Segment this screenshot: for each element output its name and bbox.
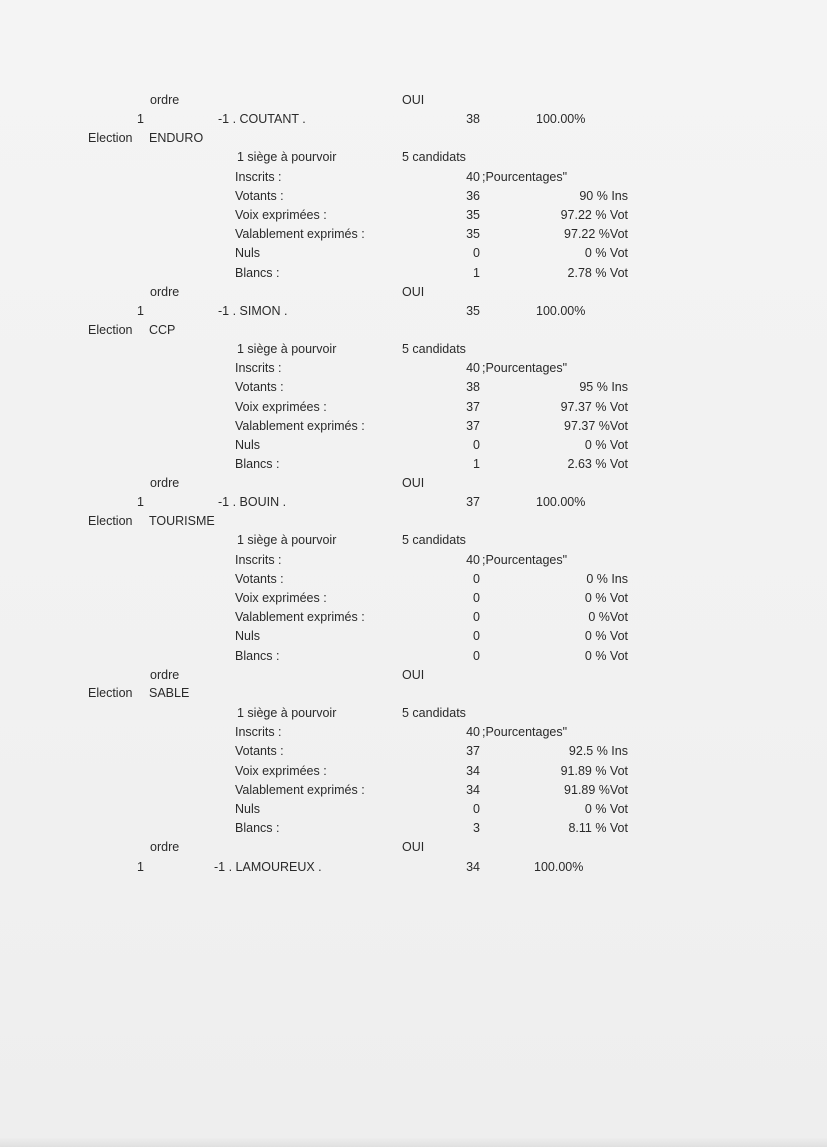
election-label: Election [88, 686, 133, 700]
stat-row [0, 417, 827, 436]
stat-label: Nuls [235, 629, 261, 643]
seats-row [0, 531, 827, 550]
stat-percent: 97.22 % Vot [560, 208, 628, 222]
stat-percent: 0 % Ins [586, 572, 628, 586]
stat-value: 40 [466, 725, 480, 739]
stat-row [0, 627, 827, 646]
stat-label: Nuls [235, 438, 261, 452]
stat-value: 40 [466, 361, 480, 375]
stat-row [0, 762, 827, 781]
stat-label: Inscrits : [235, 170, 282, 184]
candidates-count: 5 candidats [402, 342, 466, 356]
ordre-header-row [0, 474, 827, 493]
stat-label: Inscrits : [235, 553, 282, 567]
ordre-label: ordre [150, 668, 180, 682]
seats-row [0, 148, 827, 167]
stat-percent: 0 % Vot [584, 629, 628, 643]
stat-label: Votants : [235, 380, 284, 394]
stat-value: 34 [466, 783, 480, 797]
result-percent: 100.00% [536, 112, 586, 126]
stat-row [0, 781, 827, 800]
result-row [0, 110, 827, 129]
stat-row [0, 359, 827, 378]
stat-label: Voix exprimées : [235, 208, 327, 222]
stat-value: 0 [473, 246, 480, 260]
stat-value: 0 [473, 629, 480, 643]
stat-value: 40 [466, 170, 480, 184]
stat-row [0, 608, 827, 627]
result-rank: 1 [137, 304, 144, 318]
stat-percent: 90 % Ins [579, 189, 628, 203]
election-title-row [0, 321, 827, 340]
stat-label: Votants : [235, 572, 284, 586]
stat-value: 40 [466, 553, 480, 567]
stat-row [0, 589, 827, 608]
stat-label: Voix exprimées : [235, 400, 327, 414]
election-label: Election [88, 514, 133, 528]
stat-percent: 0 % Vot [584, 802, 628, 816]
result-row [0, 858, 827, 877]
stat-label: Blancs : [235, 266, 280, 280]
ordre-header-row [0, 283, 827, 302]
result-votes: 37 [466, 495, 480, 509]
seats-text: 1 siège à pourvoir [237, 533, 337, 547]
result-candidate: -1 . BOUIN . [218, 495, 287, 509]
stat-percent: 91.89 %Vot [564, 783, 628, 797]
stat-percent: 0 %Vot [588, 610, 628, 624]
result-row [0, 302, 827, 321]
stat-percent: 97.22 %Vot [564, 227, 628, 241]
result-rank: 1 [137, 860, 144, 874]
stat-percent: 0 % Vot [584, 438, 628, 452]
stat-value: 1 [473, 457, 480, 471]
stat-value: 3 [473, 821, 480, 835]
election-label: Election [88, 131, 133, 145]
stat-label: Voix exprimées : [235, 764, 327, 778]
stat-label: Blancs : [235, 649, 280, 663]
stat-percent: 91.89 % Vot [560, 764, 628, 778]
stat-row [0, 800, 827, 819]
result-percent: 100.00% [534, 860, 584, 874]
oui-label: OUI [402, 476, 425, 490]
stat-value: 1 [473, 266, 480, 280]
stat-value: 0 [473, 610, 480, 624]
candidates-count: 5 candidats [402, 150, 466, 164]
ordre-header-row [0, 666, 827, 685]
stat-label: Blancs : [235, 457, 280, 471]
ordre-header-row [0, 838, 827, 857]
stat-row [0, 168, 827, 187]
stat-percent: ;Pourcentages" [482, 553, 568, 567]
stat-value: 35 [466, 227, 480, 241]
stat-value: 37 [466, 419, 480, 433]
oui-label: OUI [402, 840, 425, 854]
stat-row [0, 819, 827, 838]
ordre-label: ordre [150, 93, 180, 107]
stat-row [0, 264, 827, 283]
stat-percent: 97.37 % Vot [560, 400, 628, 414]
result-percent: 100.00% [536, 495, 586, 509]
result-candidate: -1 . LAMOUREUX . [214, 860, 322, 874]
seats-text: 1 siège à pourvoir [237, 706, 337, 720]
seats-text: 1 siège à pourvoir [237, 342, 337, 356]
stat-label: Nuls [235, 802, 261, 816]
ordre-label: ordre [150, 840, 180, 854]
stat-label: Inscrits : [235, 361, 282, 375]
stat-row [0, 206, 827, 225]
stat-value: 0 [473, 591, 480, 605]
stat-percent: ;Pourcentages" [482, 170, 568, 184]
stat-value: 37 [466, 400, 480, 414]
stat-value: 37 [466, 744, 480, 758]
stat-label: Votants : [235, 744, 284, 758]
ordre-label: ordre [150, 285, 180, 299]
stat-row [0, 244, 827, 263]
stat-value: 36 [466, 189, 480, 203]
stat-row [0, 570, 827, 589]
stat-label: Inscrits : [235, 725, 282, 739]
election-title-row [0, 129, 827, 148]
result-candidate: -1 . COUTANT . [218, 112, 306, 126]
seats-row [0, 704, 827, 723]
stat-row [0, 723, 827, 742]
stat-percent: 0 % Vot [584, 591, 628, 605]
stat-percent: 0 % Vot [584, 649, 628, 663]
result-row [0, 493, 827, 512]
result-rank: 1 [137, 112, 144, 126]
stat-row [0, 378, 827, 397]
stat-label: Valablement exprimés : [235, 783, 365, 797]
stat-label: Votants : [235, 189, 284, 203]
stat-percent: ;Pourcentages" [482, 725, 568, 739]
stat-percent: 97.37 %Vot [564, 419, 628, 433]
stat-percent: 92.5 % Ins [568, 744, 628, 758]
stat-label: Valablement exprimés : [235, 419, 365, 433]
election-title-row [0, 684, 827, 703]
candidates-count: 5 candidats [402, 706, 466, 720]
election-title-row [0, 512, 827, 531]
election-label: Election [88, 323, 133, 337]
stat-row [0, 551, 827, 570]
result-rank: 1 [137, 495, 144, 509]
seats-text: 1 siège à pourvoir [237, 150, 337, 164]
stat-value: 0 [473, 649, 480, 663]
candidates-count: 5 candidats [402, 533, 466, 547]
stat-value: 34 [466, 764, 480, 778]
stat-percent: 8.11 % Vot [568, 821, 628, 835]
stat-label: Nuls [235, 246, 261, 260]
result-votes: 34 [466, 860, 480, 874]
ordre-label: ordre [150, 476, 180, 490]
stat-value: 0 [473, 438, 480, 452]
oui-label: OUI [402, 285, 425, 299]
stat-value: 38 [466, 380, 480, 394]
stat-label: Blancs : [235, 821, 280, 835]
result-percent: 100.00% [536, 304, 586, 318]
result-candidate: -1 . SIMON . [218, 304, 288, 318]
stat-label: Voix exprimées : [235, 591, 327, 605]
election-name: CCP [149, 323, 176, 337]
seats-row [0, 340, 827, 359]
stat-value: 35 [466, 208, 480, 222]
election-name: ENDURO [149, 131, 204, 145]
stat-row [0, 455, 827, 474]
election-name: SABLE [149, 686, 190, 700]
stat-label: Valablement exprimés : [235, 227, 365, 241]
stat-value: 0 [473, 572, 480, 586]
stat-percent: 0 % Vot [584, 246, 628, 260]
oui-label: OUI [402, 93, 425, 107]
stat-percent: 2.78 % Vot [567, 266, 628, 280]
stat-label: Valablement exprimés : [235, 610, 365, 624]
result-votes: 38 [466, 112, 480, 126]
stat-row [0, 398, 827, 417]
stat-percent: 95 % Ins [579, 380, 628, 394]
result-votes: 35 [466, 304, 480, 318]
oui-label: OUI [402, 668, 425, 682]
stat-row [0, 647, 827, 666]
stat-row [0, 742, 827, 761]
election-name: TOURISME [149, 514, 215, 528]
stat-percent: ;Pourcentages" [482, 361, 568, 375]
ordre-header-row [0, 91, 827, 110]
stat-value: 0 [473, 802, 480, 816]
stat-row [0, 436, 827, 455]
stat-row [0, 225, 827, 244]
stat-percent: 2.63 % Vot [567, 457, 628, 471]
stat-row [0, 187, 827, 206]
